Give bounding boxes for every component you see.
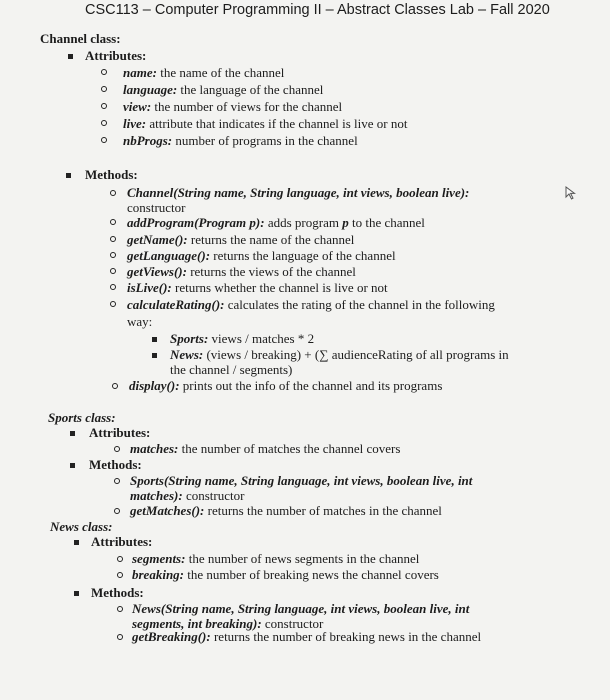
bullet-circle-icon [114,478,120,484]
rating-news-cont: the channel / segments) [170,362,293,377]
bullet-circle-icon [114,508,120,514]
sports-methods-label: Methods: [89,457,142,472]
bullet-circle-icon [110,301,116,307]
sports-attributes-label: Attributes: [89,425,151,440]
sports-method-constructor-sig: Sports(String name, String language, int views, boolean live, int [130,473,473,488]
news-attr-segments: segments: the number of news segments in the channel [132,551,420,566]
bullet-square-icon [68,54,73,59]
bullet-circle-icon [110,219,116,225]
channel-attr-nbprogs: nbProgs: number of programs in the channel [123,133,358,148]
channel-method-calculaterating: calculateRating(): calculates the rating of the channel in the following [127,297,495,312]
bullet-circle-icon [101,86,107,92]
news-method-getbreaking: getBreaking(): returns the number of breaking news in the channel [132,629,482,644]
channel-attr-view: view: the number of views for the channel [123,99,343,114]
bullet-square-icon [74,540,79,545]
bullet-circle-icon [101,103,107,109]
mouse-pointer-icon [565,186,577,200]
news-class-heading: News class: [50,519,113,534]
sports-method-getmatches: getMatches(): returns the number of matches in the channel [130,503,442,518]
bullet-circle-icon [110,236,116,242]
bullet-circle-icon [117,634,123,640]
news-attr-breaking: breaking: the number of breaking news the channel covers [132,567,439,582]
channel-method-constructor-sig: Channel(String name, String language, int views, boolean live): [127,185,470,200]
channel-method-getlanguage: getLanguage(): returns the language of the channel [127,248,396,263]
sports-class-heading: Sports class: [48,410,116,425]
channel-attributes-label: Attributes: [85,48,147,63]
news-method-constructor-cont: segments, int breaking): constructor [132,616,324,631]
channel-method-addprogram: addProgram(Program p): adds program p to the channel [127,215,425,230]
document-title: CSC113 – Computer Programming II – Abstract Classes Lab – Fall 2020 [85,2,550,18]
bullet-circle-icon [101,137,107,143]
bullet-square-icon [152,337,157,342]
channel-method-islive: isLive(): returns whether the channel is live or not [127,280,388,295]
rating-news: News: (views / breaking) + (∑ audienceRating of all programs in [170,347,509,362]
channel-attr-language: language: the language of the channel [123,82,324,97]
bullet-circle-icon [117,572,123,578]
channel-method-getviews: getViews(): returns the views of the channel [127,264,356,279]
bullet-square-icon [74,591,79,596]
channel-method-constructor-desc: constructor [127,200,186,215]
bullet-circle-icon [110,284,116,290]
sports-method-constructor-cont: matches): constructor [130,488,245,503]
rating-sports: Sports: views / matches * 2 [170,331,315,346]
bullet-circle-icon [101,69,107,75]
bullet-circle-icon [110,268,116,274]
bullet-square-icon [66,173,71,178]
channel-class-heading: Channel class: [40,31,121,46]
news-methods-label: Methods: [91,585,144,600]
channel-attr-name: name: the name of the channel [123,65,285,80]
channel-method-calculaterating-cont: way: [127,314,153,329]
bullet-square-icon [70,431,75,436]
bullet-circle-icon [101,120,107,126]
bullet-circle-icon [117,606,123,612]
channel-method-display: display(): prints out the info of the channel and its programs [129,378,443,393]
bullet-circle-icon [112,383,118,389]
sports-attr-matches: matches: the number of matches the channel covers [130,441,401,456]
news-attributes-label: Attributes: [91,534,153,549]
bullet-circle-icon [117,556,123,562]
bullet-square-icon [152,353,157,358]
bullet-square-icon [70,463,75,468]
channel-methods-label: Methods: [85,167,138,182]
bullet-circle-icon [110,190,116,196]
bullet-circle-icon [110,252,116,258]
bullet-circle-icon [114,446,120,452]
channel-attr-live: live: attribute that indicates if the channel is live or not [123,116,408,131]
news-method-constructor-sig: News(String name, String language, int views, boolean live, int [132,601,470,616]
channel-method-getname: getName(): returns the name of the channel [127,232,355,247]
